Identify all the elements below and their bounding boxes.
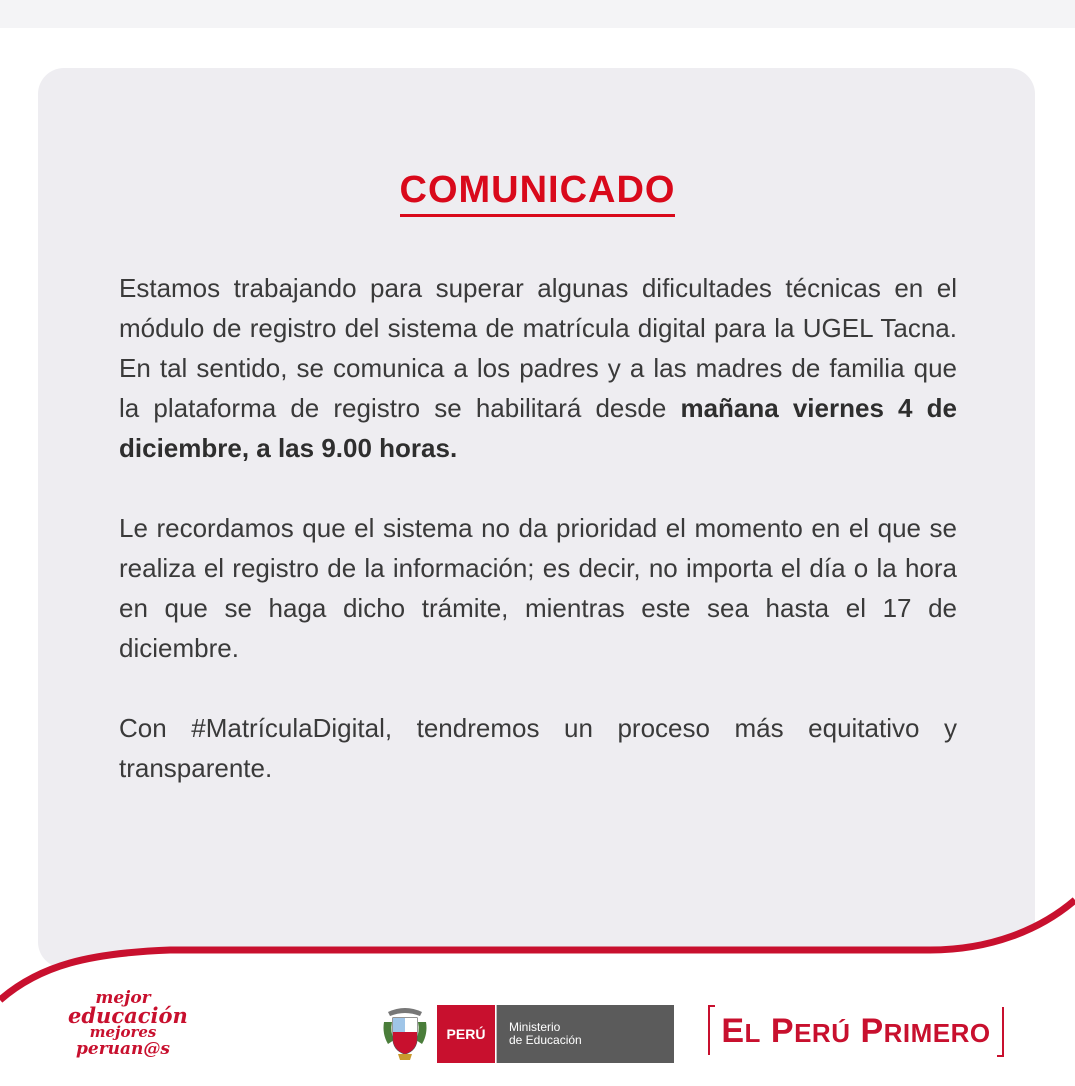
campaign-w1-rest: L xyxy=(744,1017,761,1048)
campaign-text xyxy=(721,1012,990,1051)
paragraph-1-text: Estamos trabajando para superar algunas dificultades técnicas en el módulo de registro del sistema de matrícula digital para la UGEL Tacna. En tal sentido, se comunica a los padres y a las madres de familia que la plataforma de registro se habilitará desde xyxy=(119,273,957,423)
page-title: COMUNICADO xyxy=(400,172,676,217)
campaign-w2-initial: P xyxy=(770,1011,795,1050)
top-band xyxy=(0,0,1075,28)
title-container xyxy=(0,169,1075,217)
campaign-w3-rest: RIMERO xyxy=(883,1017,991,1048)
peru-label: PERÚ xyxy=(446,1026,486,1042)
announcement-body xyxy=(119,268,957,828)
campaign-w2-rest: ERÚ xyxy=(794,1017,851,1048)
coat-of-arms-icon xyxy=(380,1004,430,1064)
slogan-line-4: peruan@s xyxy=(76,1039,170,1059)
ministry-label-box xyxy=(496,1005,674,1063)
minedu-logo xyxy=(380,1004,674,1064)
bracket-right xyxy=(997,1007,1004,1057)
slogan-line-2: educación xyxy=(68,1003,188,1028)
paragraph-1-bold: mañana viernes 4 de diciembre, a las 9.00 horas. xyxy=(119,393,957,463)
slogan-line-3: mejores xyxy=(89,1023,157,1041)
slogan-line-1: mejor xyxy=(95,988,151,1008)
bracket-left xyxy=(708,1005,715,1055)
campaign-w1-initial: E xyxy=(721,1011,745,1050)
peru-label-box xyxy=(436,1004,496,1064)
ministry-label-line-2: de Educación xyxy=(509,1033,582,1047)
ministry-label-line-1: Ministerio xyxy=(509,1020,561,1034)
paragraph-3: Con #MatrículaDigital, tendremos un proceso más equitativo y transparente. xyxy=(119,713,957,783)
campaign-w3-initial: P xyxy=(860,1011,884,1050)
paragraph-2: Le recordamos que el sistema no da prioridad el momento en el que se realiza el registro de la información; es decir, no importa el día o la hora en que se haga dicho trámite, mientras este sea hasta el 17 de diciembre. xyxy=(119,513,957,663)
slogan-logo xyxy=(68,988,188,1059)
paragraph-1 xyxy=(119,268,957,468)
campaign-logo xyxy=(708,1005,1004,1057)
